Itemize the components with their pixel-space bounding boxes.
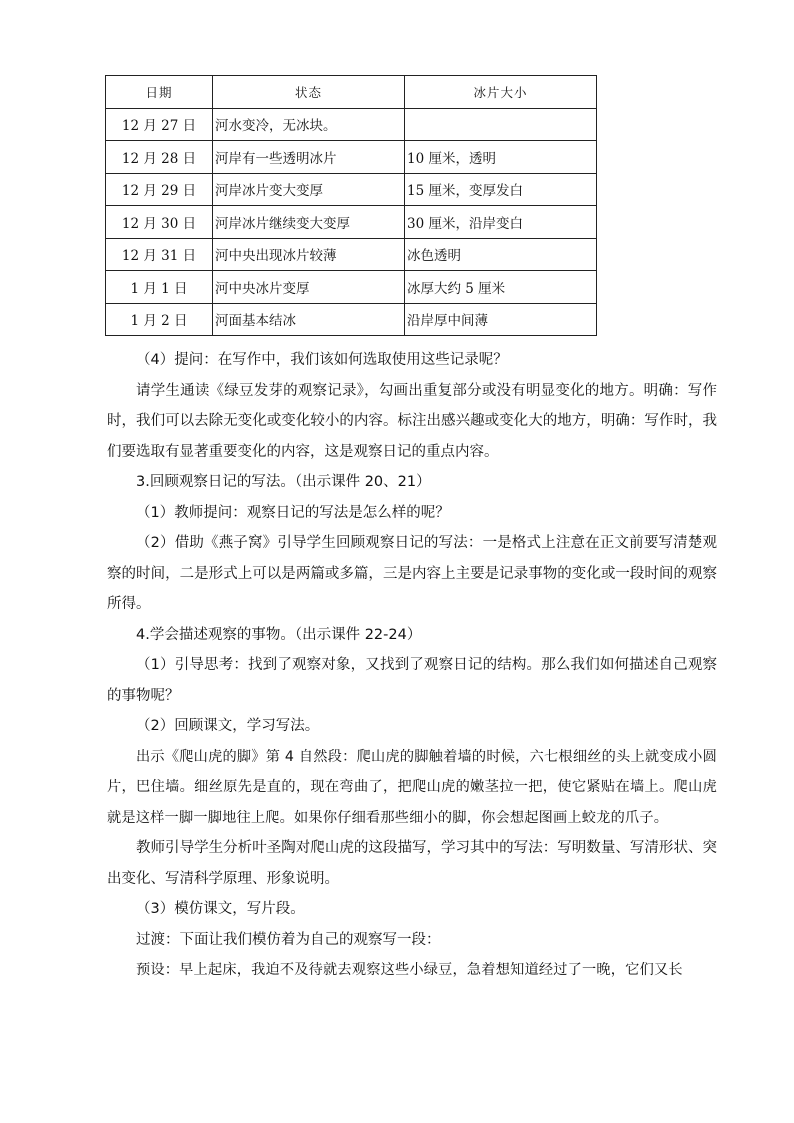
table-row	[106, 303, 597, 336]
observation-table	[105, 75, 597, 336]
cell-ice-size: 冰厚大约 5 厘米	[405, 271, 597, 304]
table-header-row	[106, 76, 597, 109]
header-ice-size: 冰片大小	[405, 76, 597, 109]
cell-ice-size: 30 厘米，沿岸变白	[405, 206, 597, 239]
cell-ice-size: 15 厘米，变厚发白	[405, 173, 597, 206]
cell-state: 河中央出现冰片较薄	[213, 238, 405, 271]
paragraph-section-3: 3.回顾观察日记的写法。（出示课件 20、21）	[136, 474, 431, 490]
cell-ice-size: 冰色透明	[405, 238, 597, 271]
cell-state: 河岸冰片继续变大变厚	[213, 206, 405, 239]
preset-body: 早上起床，我迫不及待就去观察这些小绿豆，急着想知道经过了一晚，它们又长	[179, 962, 683, 978]
cell-state: 河岸有一些透明冰片	[213, 141, 405, 174]
table-row	[106, 173, 597, 206]
paragraph-read-record: 请学生通读《绿豆发芽的观察记录》，勾画出重复部分或没有明显变化的地方。明确：写作时，我们可以去除无变化或变化较小的内容。标注出感兴趣或变化大的地方，明确：写作时，我们要选取有显著重要变化的内容，这是观察日记的重点内容。	[107, 382, 717, 460]
preset-lead: 预设：	[136, 962, 180, 978]
cell-date: 12 月 29 日	[106, 173, 213, 206]
excerpt-body: 爬山虎的脚触着墙的时候，六七根细丝的头上就变成小圆片，巴住墙。细丝原先是直的，现在弯曲了，把爬山虎的嫩茎拉一把，使它紧贴在墙上。爬山虎就是这样一脚一脚地往上爬。如果你仔细看那些细小的脚，你会想起图画上蛟龙的爪子。	[107, 748, 717, 826]
table-row	[106, 206, 597, 239]
cell-state: 河岸冰片变大变厚	[213, 173, 405, 206]
paragraph-review-diary: （2）借助《燕子窝》引导学生回顾观察日记的写法：一是格式上注意在正文前要写清楚观察的时间，二是形式上可以是两篇或多篇，三是内容上主要是记录事物的变化或一段时间的观察所得。	[107, 535, 717, 612]
paragraph-guide-thinking: （1）引导思考：找到了观察对象，又找到了观察日记的结构。那么我们如何描述自己观察的事物呢？	[107, 657, 717, 704]
cell-state: 河面基本结冰	[213, 303, 405, 336]
paragraph-teacher-question: （1）教师提问：观察日记的写法是怎么样的呢？	[136, 504, 450, 521]
body-text	[107, 345, 717, 986]
paragraph-review-text: （2）回顾课文，学习写法。	[136, 718, 320, 734]
paragraph-imitate: （3）模仿课文，写片段。	[136, 901, 305, 917]
cell-date: 12 月 31 日	[106, 238, 213, 271]
table-row	[106, 141, 597, 174]
paragraph-transition: 过渡：下面让我们模仿着为自己的观察写一段：	[136, 931, 441, 948]
cell-date: 12 月 30 日	[106, 206, 213, 239]
cell-state: 河中央冰片变厚	[213, 271, 405, 304]
cell-date: 1 月 2 日	[106, 303, 213, 336]
cell-ice-size	[405, 108, 597, 141]
cell-ice-size: 10 厘米，透明	[405, 141, 597, 174]
paragraph-analysis: 教师引导学生分析叶圣陶对爬山虎的这段描写，学习其中的写法：写明数量、写清形状、突出变化、写清科学原理、形象说明。	[107, 840, 717, 887]
table-row	[106, 108, 597, 141]
paragraph-question-4: （4）提问：在写作中，我们该如何选取使用这些记录呢？	[136, 352, 508, 368]
paragraph-preset	[107, 955, 717, 986]
cell-date: 1 月 1 日	[106, 271, 213, 304]
table-row	[106, 238, 597, 271]
cell-ice-size: 沿岸厚中间薄	[405, 303, 597, 336]
cell-date: 12 月 27 日	[106, 108, 213, 141]
excerpt-lead: 出示《爬山虎的脚》第 4 自然段：	[136, 748, 357, 765]
paragraph-excerpt	[107, 742, 717, 834]
header-state: 状态	[213, 76, 405, 109]
cell-state: 河水变冷，无冰块。	[213, 108, 405, 141]
paragraph-section-4: 4.学会描述观察的事物。（出示课件 22-24）	[136, 626, 422, 643]
table-row	[106, 271, 597, 304]
header-date: 日期	[106, 76, 213, 109]
cell-date: 12 月 28 日	[106, 141, 213, 174]
